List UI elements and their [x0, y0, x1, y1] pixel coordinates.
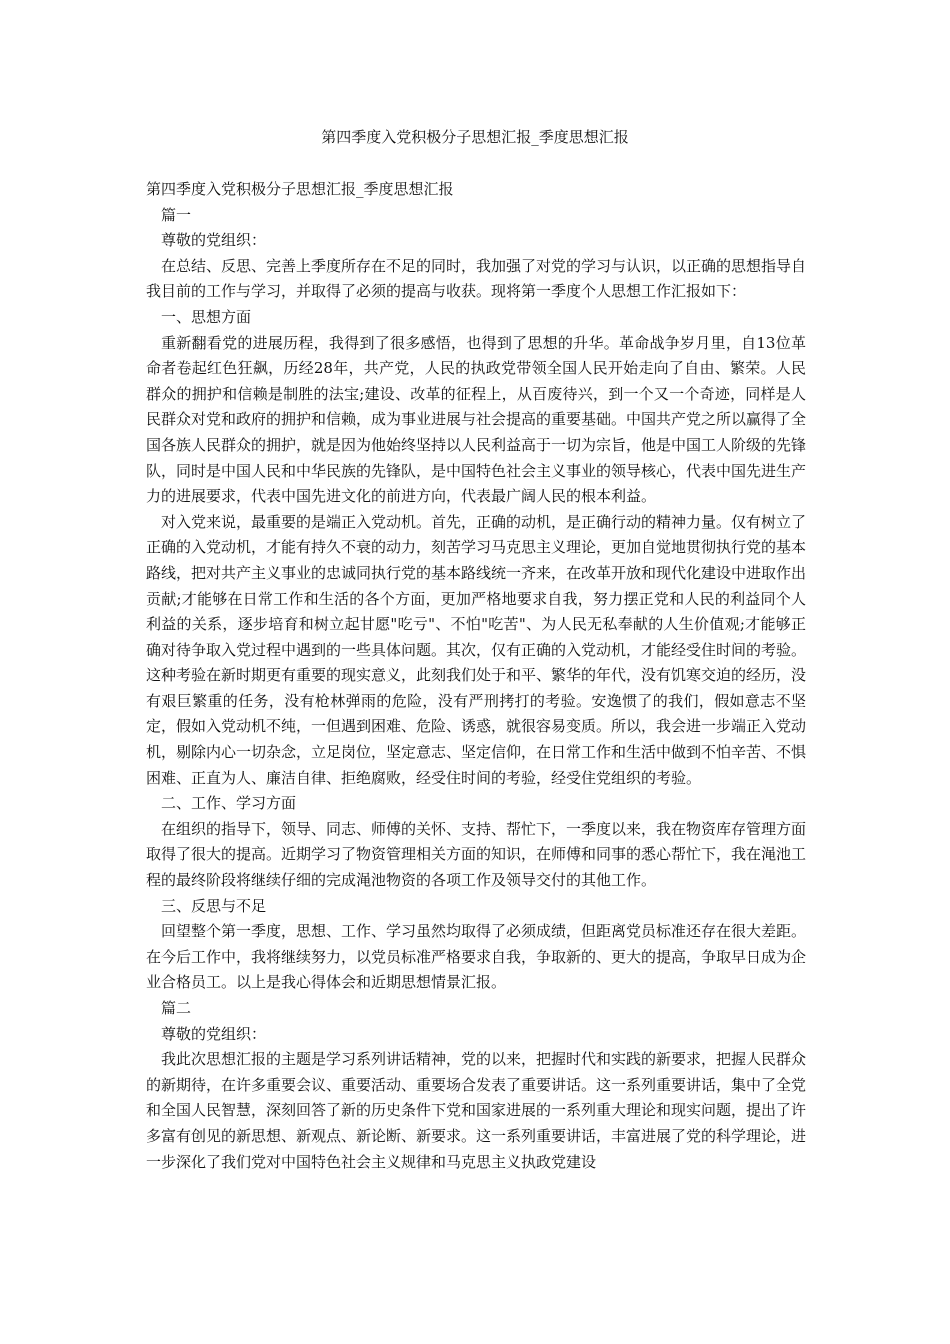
salutation: 尊敬的党组织：: [161, 231, 267, 250]
paragraph: 在组织的指导下，领导、同志、师傅的关怀、支持、帮忙下，一季度以来，我在物资库存管理方面取得了很大的提高。近期学习了物资管理相关方面的知识，在师傅和同事的悉心帮忙下，我在渑池工程的最终阶段将继续仔细的完成渑池物资的各项工作及领导交付的其他工作。: [146, 819, 807, 890]
document-title: 第四季度入党积极分子思想汇报_季度思想汇报: [321, 128, 629, 146]
paragraph: 对入党来说，最重要的是端正入党动机。首先，正确的动机，是正确行动的精神力量。仅有树立了正确的入党动机，才能有持久不衰的动力，刻苦学习马克思主义理论，更加自觉地贯彻执行党的基本路线，把对共产主义事业的忠诚同执行党的基本路线统一齐来，在改革开放和现代化建设中进取作出贡献;才能够在日常工作和生活的各个方面，更加严格地要求自我，努力摆正党和人民的利益同个人利益的关系，逐步培育和树立起甘愿"吃亏"、不怕"吃苦"、为人民无私奉献的人生价值观;才能够正确对待争取入党过程中遇到的一些具体问题。其次，仅有正确的入党动机，才能经受住时间的考验。这种考验在新时期更有重要的现实意义，此刻我们处于和平、繁华的年代，没有饥寒交迫的经历，没有艰巨繁重的任务，没有枪林弹雨的危险，没有严刑拷打的考验。安逸惯了的我们，假如意志不坚定，假如入党动机不纯，一但遇到困难、危险、诱惑，就很容易变质。所以，我会进一步端正入党动机，剔除内心一切杂念，立足岗位，坚定意志、坚定信仰，在日常工作和生活中做到不怕辛苦、不惧困难、正直为人、廉洁自律、拒绝腐败，经受住时间的考验，经受住党组织的考验。: [146, 512, 807, 787]
body-subtitle: 第四季度入党积极分子思想汇报_季度思想汇报: [146, 180, 454, 198]
section-heading: 二、工作、学习方面: [161, 794, 297, 813]
salutation: 尊敬的党组织：: [161, 1024, 267, 1043]
document-body: [146, 177, 806, 1175]
paragraph: 在总结、反思、完善上季度所存在不足的同时，我加强了对党的学习与认识，以正确的思想指导自我目前的工作与学习，并取得了必须的提高与收获。现将第一季度个人思想工作汇报如下：: [146, 256, 807, 301]
section-heading-part-one: 篇一: [161, 205, 192, 224]
section-heading: 一、思想方面: [161, 307, 252, 326]
paragraph: 我此次思想汇报的主题是学习系列讲话精神，党的以来，把握时代和实践的新要求，把握人民群众的新期待，在许多重要会议、重要活动、重要场合发表了重要讲话。这一系列重要讲话，集中了全党和全国人民智慧，深刻回答了新的历史条件下党和国家进展的一系列重大理论和现实问题，提出了许多富有创见的新思想、新观点、新论断、新要求。这一系列重要讲话，丰富进展了党的科学理论，进一步深化了我们党对中国特色社会主义规律和马克思主义执政党建设: [146, 1050, 807, 1171]
section-heading-part-two: 篇二: [161, 999, 192, 1017]
paragraph: 回望整个第一季度，思想、工作、学习虽然均取得了必须成绩，但距离党员标准还存在很大差距。在今后工作中，我将继续努力，以党员标准严格要求自我，争取新的、更大的提高，争取早日成为企业合格员工。以上是我心得体会和近期思想情景汇报。: [146, 922, 807, 992]
section-heading: 三、反思与不足: [161, 896, 267, 915]
paragraph: 重新翻看党的进展历程，我得到了很多感悟，也得到了思想的升华。革命战争岁月里，自13位革命者卷起红色狂飙，历经28年，共产党，人民的执政党带领全国人民开始走向了自由、繁荣。人民群众的拥护和信赖是制胜的法宝;建设、改革的征程上，从百废待兴，到一个又一个奇迹，同样是人民群众对党和政府的拥护和信赖，成为事业进展与社会提高的重要基础。中国共产党之所以赢得了全国各族人民群众的拥护，就是因为他始终坚持以人民利益高于一切为宗旨，他是中国工人阶级的先锋队，同时是中国人民和中华民族的先锋队，是中国特色社会主义事业的领导核心，代表中国先进生产力的进展要求，代表中国先进文化的前进方向，代表最广阔人民的根本利益。: [146, 333, 807, 506]
